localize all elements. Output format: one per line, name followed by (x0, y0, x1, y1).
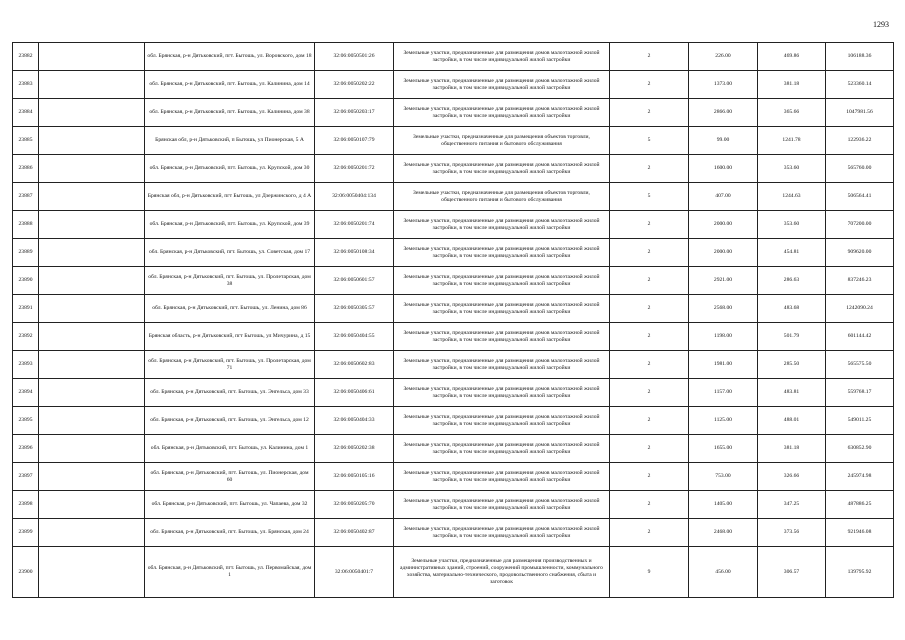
address-cell: обл. Брянская, р-н Дятьковский, пгт. Бытошь, ул. Калинина, дом 14 (145, 71, 315, 99)
cadastral-value-cell: 506564.41 (826, 183, 894, 211)
cadastral-value-cell: 106188.36 (826, 43, 894, 71)
blank-cell (39, 43, 145, 71)
blank-cell (39, 463, 145, 491)
cadastral-number-cell: 32:06:0050108:34 (315, 239, 394, 267)
blank-cell (39, 183, 145, 211)
blank-cell (39, 435, 145, 463)
land-use-cell: Земельные участки, предназначенные для размещения домов малоэтажной жилой застройки, в том числе индивидуальной жилой застройки (394, 71, 610, 99)
specific-value-cell: 353.60 (758, 155, 826, 183)
row-number: 23896 (13, 435, 39, 463)
row-number: 23889 (13, 239, 39, 267)
address-cell: обл. Брянская, р-н Дятьковский, пгт. Бытошь, ул. Пролетарская, дом 38 (145, 267, 315, 295)
cadastral-number-cell: 32:06:0050202:22 (315, 71, 394, 99)
address-cell: обл. Брянская, р-н Дятьковский, пгт. Бытошь, ул. Первомайская, дом 1 (145, 547, 315, 598)
blank-cell (39, 295, 145, 323)
area-cell: 407.00 (689, 183, 758, 211)
row-number: 23899 (13, 519, 39, 547)
group-cell: 2 (610, 491, 689, 519)
cadastral-value-cell: 565575.50 (826, 351, 894, 379)
row-number: 23900 (13, 547, 39, 598)
area-cell: 2921.00 (689, 267, 758, 295)
row-number: 23897 (13, 463, 39, 491)
area-cell: 456.00 (689, 547, 758, 598)
specific-value-cell: 365.66 (758, 99, 826, 127)
group-cell: 2 (610, 407, 689, 435)
group-cell: 2 (610, 351, 689, 379)
cadastral-value-cell: 837246.23 (826, 267, 894, 295)
address-cell: обл. Брянская, р-н Дятьковский, пгт. Бытошь, ул. Крупской, дом 30 (145, 155, 315, 183)
specific-value-cell: 326.66 (758, 463, 826, 491)
specific-value-cell: 1241.78 (758, 127, 826, 155)
cadastral-number-cell: 32:06:0050401:7 (315, 547, 394, 598)
address-cell: обл. Брянская, р-н Дятьковский, пгт. Бытошь, ул. Энгельса, дом 12 (145, 407, 315, 435)
row-number: 23887 (13, 183, 39, 211)
table-row (13, 323, 894, 351)
land-use-cell: Земельные участки, предназначенные для размещения домов малоэтажной жилой застройки, в том числе индивидуальной жилой застройки (394, 267, 610, 295)
cadastral-value-cell: 630852.90 (826, 435, 894, 463)
row-number: 23882 (13, 43, 39, 71)
row-number: 23886 (13, 155, 39, 183)
address-cell: обл. Брянская, р-н Дятьковский, пгт. Бытошь, ул. Калинина, дом 1 (145, 435, 315, 463)
area-cell: 2568.00 (689, 295, 758, 323)
area-cell: 1600.00 (689, 155, 758, 183)
specific-value-cell: 381.18 (758, 71, 826, 99)
cadastral-number-cell: 32:06:0050501:26 (315, 43, 394, 71)
table-row (13, 127, 894, 155)
land-use-cell: Земельные участки, предназначенные для размещения домов малоэтажной жилой застройки, в том числе индивидуальной жилой застройки (394, 323, 610, 351)
table-row (13, 211, 894, 239)
blank-cell (39, 379, 145, 407)
specific-value-cell: 483.81 (758, 379, 826, 407)
land-use-cell: Земельные участки, предназначенные для размещения домов малоэтажной жилой застройки, в том числе индивидуальной жилой застройки (394, 463, 610, 491)
cadastral-number-cell: 32:06:0050406:61 (315, 379, 394, 407)
blank-cell (39, 267, 145, 295)
land-use-cell: Земельные участки, предназначенные для размещения домов малоэтажной жилой застройки, в том числе индивидуальной жилой застройки (394, 295, 610, 323)
table-row (13, 519, 894, 547)
address-cell: обл. Брянская, р-н Дятьковский, пгт. Бытошь, ул. Воровского, дом 18 (145, 43, 315, 71)
cadastral-value-cell: 139795.92 (826, 547, 894, 598)
row-number: 23895 (13, 407, 39, 435)
group-cell: 2 (610, 267, 689, 295)
land-use-cell: Земельные участки, предназначенные для размещения домов малоэтажной жилой застройки, в том числе индивидуальной жилой застройки (394, 351, 610, 379)
cadastral-value-cell: 1047981.56 (826, 99, 894, 127)
table-row (13, 463, 894, 491)
address-cell: Брянская обл, р-н Дятьковский, пгт Бытошь, ул Дзержинского, д 4 А (145, 183, 315, 211)
address-cell: обл. Брянская, р-н Дятьковский, пгт. Бытошь, ул. Ленина, дом 86 (145, 295, 315, 323)
cadastral-value-cell: 1242090.24 (826, 295, 894, 323)
address-cell: обл. Брянская, р-н Дятьковский, пгт. Бытошь, ул. Энгельса, дом 33 (145, 379, 315, 407)
blank-cell (39, 127, 145, 155)
cadastral-number-cell: 32:06:0050402:87 (315, 519, 394, 547)
address-cell: Брянская область, р-н Дятьковский, пгт Бытошь, ул Мичурина, д 15 (145, 323, 315, 351)
table-body (13, 43, 894, 598)
land-use-cell: Земельные участки, предназначенные для размещения домов малоэтажной жилой застройки, в том числе индивидуальной жилой застройки (394, 407, 610, 435)
specific-value-cell: 381.18 (758, 435, 826, 463)
group-cell: 2 (610, 71, 689, 99)
cadastral-number-cell: 32:06:0050107:79 (315, 127, 394, 155)
specific-value-cell: 306.57 (758, 547, 826, 598)
specific-value-cell: 488.01 (758, 407, 826, 435)
land-use-cell: Земельные участки, предназначенные для размещения производственных и административных зданий, строений, сооружений промышленности, коммунального хозяйства, материально-технического, продовольственного снабжения, сбыта и заготовок (394, 547, 610, 598)
page-number: 1293 (873, 20, 889, 29)
group-cell: 5 (610, 127, 689, 155)
area-cell: 226.00 (689, 43, 758, 71)
group-cell: 2 (610, 239, 689, 267)
group-cell: 2 (610, 295, 689, 323)
group-cell: 2 (610, 519, 689, 547)
land-use-cell: Земельные участки, предназначенные для размещения домов малоэтажной жилой застройки, в том числе индивидуальной жилой застройки (394, 519, 610, 547)
specific-value-cell: 501.79 (758, 323, 826, 351)
land-use-cell: Земельные участки, предназначенные для размещения домов малоэтажной жилой застройки, в том числе индивидуальной жилой застройки (394, 379, 610, 407)
specific-value-cell: 285.50 (758, 351, 826, 379)
group-cell: 2 (610, 323, 689, 351)
cadastral-value-cell: 921946.08 (826, 519, 894, 547)
cadastral-value-cell: 909620.00 (826, 239, 894, 267)
table-row (13, 71, 894, 99)
address-cell: обл. Брянская, р-н Дятьковский, пгт. Бытошь, ул. Пионерская, дом 60 (145, 463, 315, 491)
group-cell: 2 (610, 155, 689, 183)
cadastral-value-cell: 565760.00 (826, 155, 894, 183)
specific-value-cell: 286.63 (758, 267, 826, 295)
specific-value-cell: 483.68 (758, 295, 826, 323)
specific-value-cell: 373.56 (758, 519, 826, 547)
blank-cell (39, 71, 145, 99)
blank-cell (39, 99, 145, 127)
group-cell: 2 (610, 211, 689, 239)
cadastral-value-table (12, 42, 894, 598)
blank-cell (39, 519, 145, 547)
area-cell: 1981.00 (689, 351, 758, 379)
area-cell: 2000.00 (689, 239, 758, 267)
blank-cell (39, 239, 145, 267)
cadastral-number-cell: 32:06:0050601:57 (315, 267, 394, 295)
address-cell: обл. Брянская, р-н Дятьковский, пгт. Бытошь, ул. Крупской, дом 39 (145, 211, 315, 239)
cadastral-value-cell: 487886.25 (826, 491, 894, 519)
table-row (13, 379, 894, 407)
address-cell: обл. Брянская, р-н Дятьковский, пгт. Бытошь, ул. Чапаева, дом 32 (145, 491, 315, 519)
land-use-cell: Земельные участки, предназначенные для размещения домов малоэтажной жилой застройки, в том числе индивидуальной жилой застройки (394, 435, 610, 463)
area-cell: 1125.00 (689, 407, 758, 435)
cadastral-value-cell: 523360.14 (826, 71, 894, 99)
table-row (13, 239, 894, 267)
cadastral-number-cell: 32:06:0050305:57 (315, 295, 394, 323)
cadastral-number-cell: 32:06:0050602:83 (315, 351, 394, 379)
specific-value-cell: 353.60 (758, 211, 826, 239)
row-number: 23893 (13, 351, 39, 379)
cadastral-number-cell: 32:06:0050404:55 (315, 323, 394, 351)
group-cell: 5 (610, 183, 689, 211)
area-cell: 1157.00 (689, 379, 758, 407)
table-row (13, 435, 894, 463)
address-cell: обл. Брянская, р-н Дятьковский, пгт. Бытошь, ул. Брянская, дом 24 (145, 519, 315, 547)
table-row (13, 267, 894, 295)
area-cell: 753.00 (689, 463, 758, 491)
land-use-cell: Земельные участки, предназначенные для размещения домов малоэтажной жилой застройки, в том числе индивидуальной жилой застройки (394, 99, 610, 127)
specific-value-cell: 1244.63 (758, 183, 826, 211)
area-cell: 1198.00 (689, 323, 758, 351)
cadastral-value-cell: 707200.00 (826, 211, 894, 239)
row-number: 23885 (13, 127, 39, 155)
cadastral-value-cell: 559768.17 (826, 379, 894, 407)
group-cell: 2 (610, 43, 689, 71)
address-cell: обл. Брянская, р-н Дятьковский, пгт. Бытошь, ул. Пролетарская, дом 71 (145, 351, 315, 379)
cadastral-value-cell: 122936.22 (826, 127, 894, 155)
blank-cell (39, 491, 145, 519)
land-use-cell: Земельные участки, предназначенные для размещения домов малоэтажной жилой застройки, в том числе индивидуальной жилой застройки (394, 211, 610, 239)
address-cell: обл. Брянская, р-н Дятьковский, пгт. Бытошь, ул. Калинина, дом 38 (145, 99, 315, 127)
table-row (13, 295, 894, 323)
table-row (13, 407, 894, 435)
group-cell: 2 (610, 99, 689, 127)
address-cell: обл. Брянская, р-н Дятьковский, пгт. Бытошь, ул. Советская, дом 17 (145, 239, 315, 267)
group-cell: 2 (610, 435, 689, 463)
area-cell: 2000.00 (689, 211, 758, 239)
row-number: 23892 (13, 323, 39, 351)
row-number: 23894 (13, 379, 39, 407)
row-number: 23890 (13, 267, 39, 295)
specific-value-cell: 347.25 (758, 491, 826, 519)
area-cell: 1373.00 (689, 71, 758, 99)
cadastral-number-cell: 32:06:0050203:17 (315, 99, 394, 127)
land-use-cell: Земельные участки, предназначенные для размещения домов малоэтажной жилой застройки, в том числе индивидуальной жилой застройки (394, 43, 610, 71)
cadastral-number-cell: 32:06:0050201:74 (315, 211, 394, 239)
land-use-cell: Земельные участки, предназначенные для размещения домов малоэтажной жилой застройки, в том числе индивидуальной жилой застройки (394, 491, 610, 519)
cadastral-number-cell: 32:06:0050404:134 (315, 183, 394, 211)
table-row (13, 155, 894, 183)
row-number: 23898 (13, 491, 39, 519)
address-cell: Брянская обл, р-н Дятьковский, п Бытошь, ул Пионерская, 5 А (145, 127, 315, 155)
area-cell: 99.00 (689, 127, 758, 155)
blank-cell (39, 323, 145, 351)
table-row (13, 43, 894, 71)
group-cell: 2 (610, 463, 689, 491)
area-cell: 1405.00 (689, 491, 758, 519)
group-cell: 9 (610, 547, 689, 598)
blank-cell (39, 351, 145, 379)
blank-cell (39, 155, 145, 183)
row-number: 23883 (13, 71, 39, 99)
table-row (13, 183, 894, 211)
cadastral-value-cell: 601144.42 (826, 323, 894, 351)
blank-cell (39, 407, 145, 435)
blank-cell (39, 211, 145, 239)
land-use-cell: Земельные участки, предназначенные для размещения домов малоэтажной жилой застройки, в том числе индивидуальной жилой застройки (394, 239, 610, 267)
land-use-cell: Земельные участки, предназначенные для размещения объектов торговли, общественного питания и бытового обслуживания (394, 183, 610, 211)
cadastral-number-cell: 32:06:0050201:72 (315, 155, 394, 183)
table-row (13, 491, 894, 519)
table-row (13, 351, 894, 379)
table-row (13, 99, 894, 127)
row-number: 23891 (13, 295, 39, 323)
land-use-cell: Земельные участки, предназначенные для размещения объектов торговли, общественного питания и бытового обслуживания (394, 127, 610, 155)
cadastral-value-cell: 245974.98 (826, 463, 894, 491)
area-cell: 2468.00 (689, 519, 758, 547)
area-cell: 1655.00 (689, 435, 758, 463)
table-row (13, 547, 894, 598)
area-cell: 2866.00 (689, 99, 758, 127)
cadastral-number-cell: 32:06:0050404:33 (315, 407, 394, 435)
cadastral-value-cell: 549011.25 (826, 407, 894, 435)
row-number: 23884 (13, 99, 39, 127)
specific-value-cell: 469.86 (758, 43, 826, 71)
group-cell: 2 (610, 379, 689, 407)
cadastral-number-cell: 32:06:0050205:70 (315, 491, 394, 519)
row-number: 23888 (13, 211, 39, 239)
cadastral-number-cell: 32:06:0050202:38 (315, 435, 394, 463)
cadastral-number-cell: 32:06:0050105:16 (315, 463, 394, 491)
land-use-cell: Земельные участки, предназначенные для размещения домов малоэтажной жилой застройки, в том числе индивидуальной жилой застройки (394, 155, 610, 183)
specific-value-cell: 454.81 (758, 239, 826, 267)
blank-cell (39, 547, 145, 598)
